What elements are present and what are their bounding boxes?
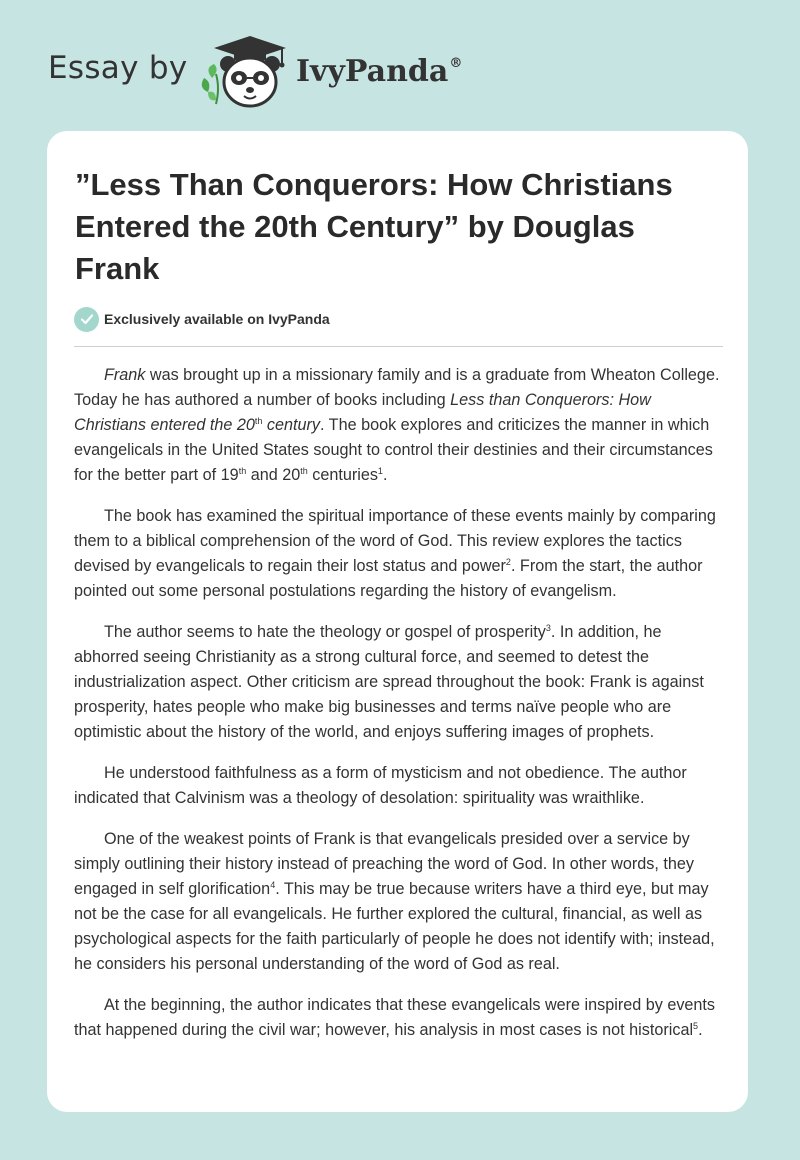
superscript: 2	[505, 557, 511, 567]
brand-name	[296, 54, 462, 89]
essay-paragraph	[74, 620, 724, 745]
exclusive-badge-text: Exclusively available on IvyPanda	[104, 311, 330, 327]
essay-paragraph	[74, 827, 724, 977]
superscript: 3	[545, 623, 551, 633]
paragraph-text: . The book explores and criticizes the manner in which evangelicals in the United States sought to control their destinies and their circumstances for the better part of 19	[74, 416, 713, 484]
paragraph-text: and 20	[246, 466, 301, 484]
exclusive-badge	[74, 306, 330, 332]
paragraph-text: At the beginning, the author indicates that these evangelicals were inspired by events that happened during the civil war; however, his analysis in most cases is not historical	[74, 996, 716, 1039]
essay-paragraph	[74, 504, 724, 604]
paragraph-text: . In addition, he abhorred seeing Christianity as a strong cultural force, and seemed to detest the industrialization aspect. Other criticism are spread throughout the book: Frank is against prosperity, hates people who make big businesses and terms naïve people who are optimistic about the history of the world, and enjoys suffering images of prophets.	[74, 623, 704, 741]
divider	[74, 346, 723, 347]
essay-title: ”Less Than Conquerors: How Christians Entered the 20th Century” by Douglas Frank	[75, 167, 673, 286]
essay-by-label: Essay by	[48, 50, 188, 86]
essay-paragraph	[74, 363, 724, 488]
essay-paragraph	[74, 761, 724, 811]
panda-graduate-icon	[198, 34, 294, 110]
paragraph-text: The book has examined the spiritual importance of these events mainly by comparing them to a biblical comprehension of the word of God. This review explores the tactics devised by evangelicals to regain their lost status and power	[74, 507, 716, 575]
superscript: 1	[377, 466, 383, 476]
paragraph-text: .	[382, 466, 388, 484]
paragraph-text: . From the start, the author pointed out some personal postulations regarding the history of evangelism.	[74, 557, 703, 600]
paragraph-text: was brought up in a missionary family and is a graduate from Wheaton College. Today he has authored a number of books including	[74, 366, 720, 409]
paragraph-text: One of the weakest points of Frank is that evangelicals presided over a service by simply outlining their history instead of preaching the word of God. In other words, they engaged in self glorification	[74, 830, 694, 898]
essay-body	[74, 363, 724, 1059]
check-icon	[74, 307, 99, 332]
paragraph-text: . This may be true because writers have a third eye, but may not be the case for all evangelicals. He further explored the cultural, financial, as well as psychological aspects for the faith particularly of people he does not identify with; instead, he considers his personal understanding of the word of God as real.	[74, 880, 715, 973]
italic-text: Less than Conquerors: How Christians entered the 20	[74, 391, 651, 434]
paragraph-text: He understood faithfulness as a form of mysticism and not obedience. The author indicated that Calvinism was a theology of desolation: spirituality was wraithlike.	[74, 764, 687, 807]
superscript: th	[238, 466, 247, 476]
superscript: th	[300, 466, 308, 476]
site-header	[0, 0, 800, 130]
superscript: th	[254, 416, 263, 426]
italic-text: Frank	[104, 366, 146, 384]
essay-paragraph	[74, 993, 724, 1043]
superscript: 5	[693, 1021, 699, 1031]
paragraph-text: .	[698, 1021, 703, 1039]
paragraph-text: The author seems to hate the theology or gospel of prosperity	[104, 623, 546, 641]
essay-card	[47, 131, 748, 1112]
brand-text: IvyPanda	[296, 54, 449, 89]
paragraph-text: centuries	[307, 466, 378, 484]
italic-text: century	[262, 416, 320, 434]
superscript: 4	[270, 880, 276, 890]
registered-mark: ®	[449, 56, 463, 71]
